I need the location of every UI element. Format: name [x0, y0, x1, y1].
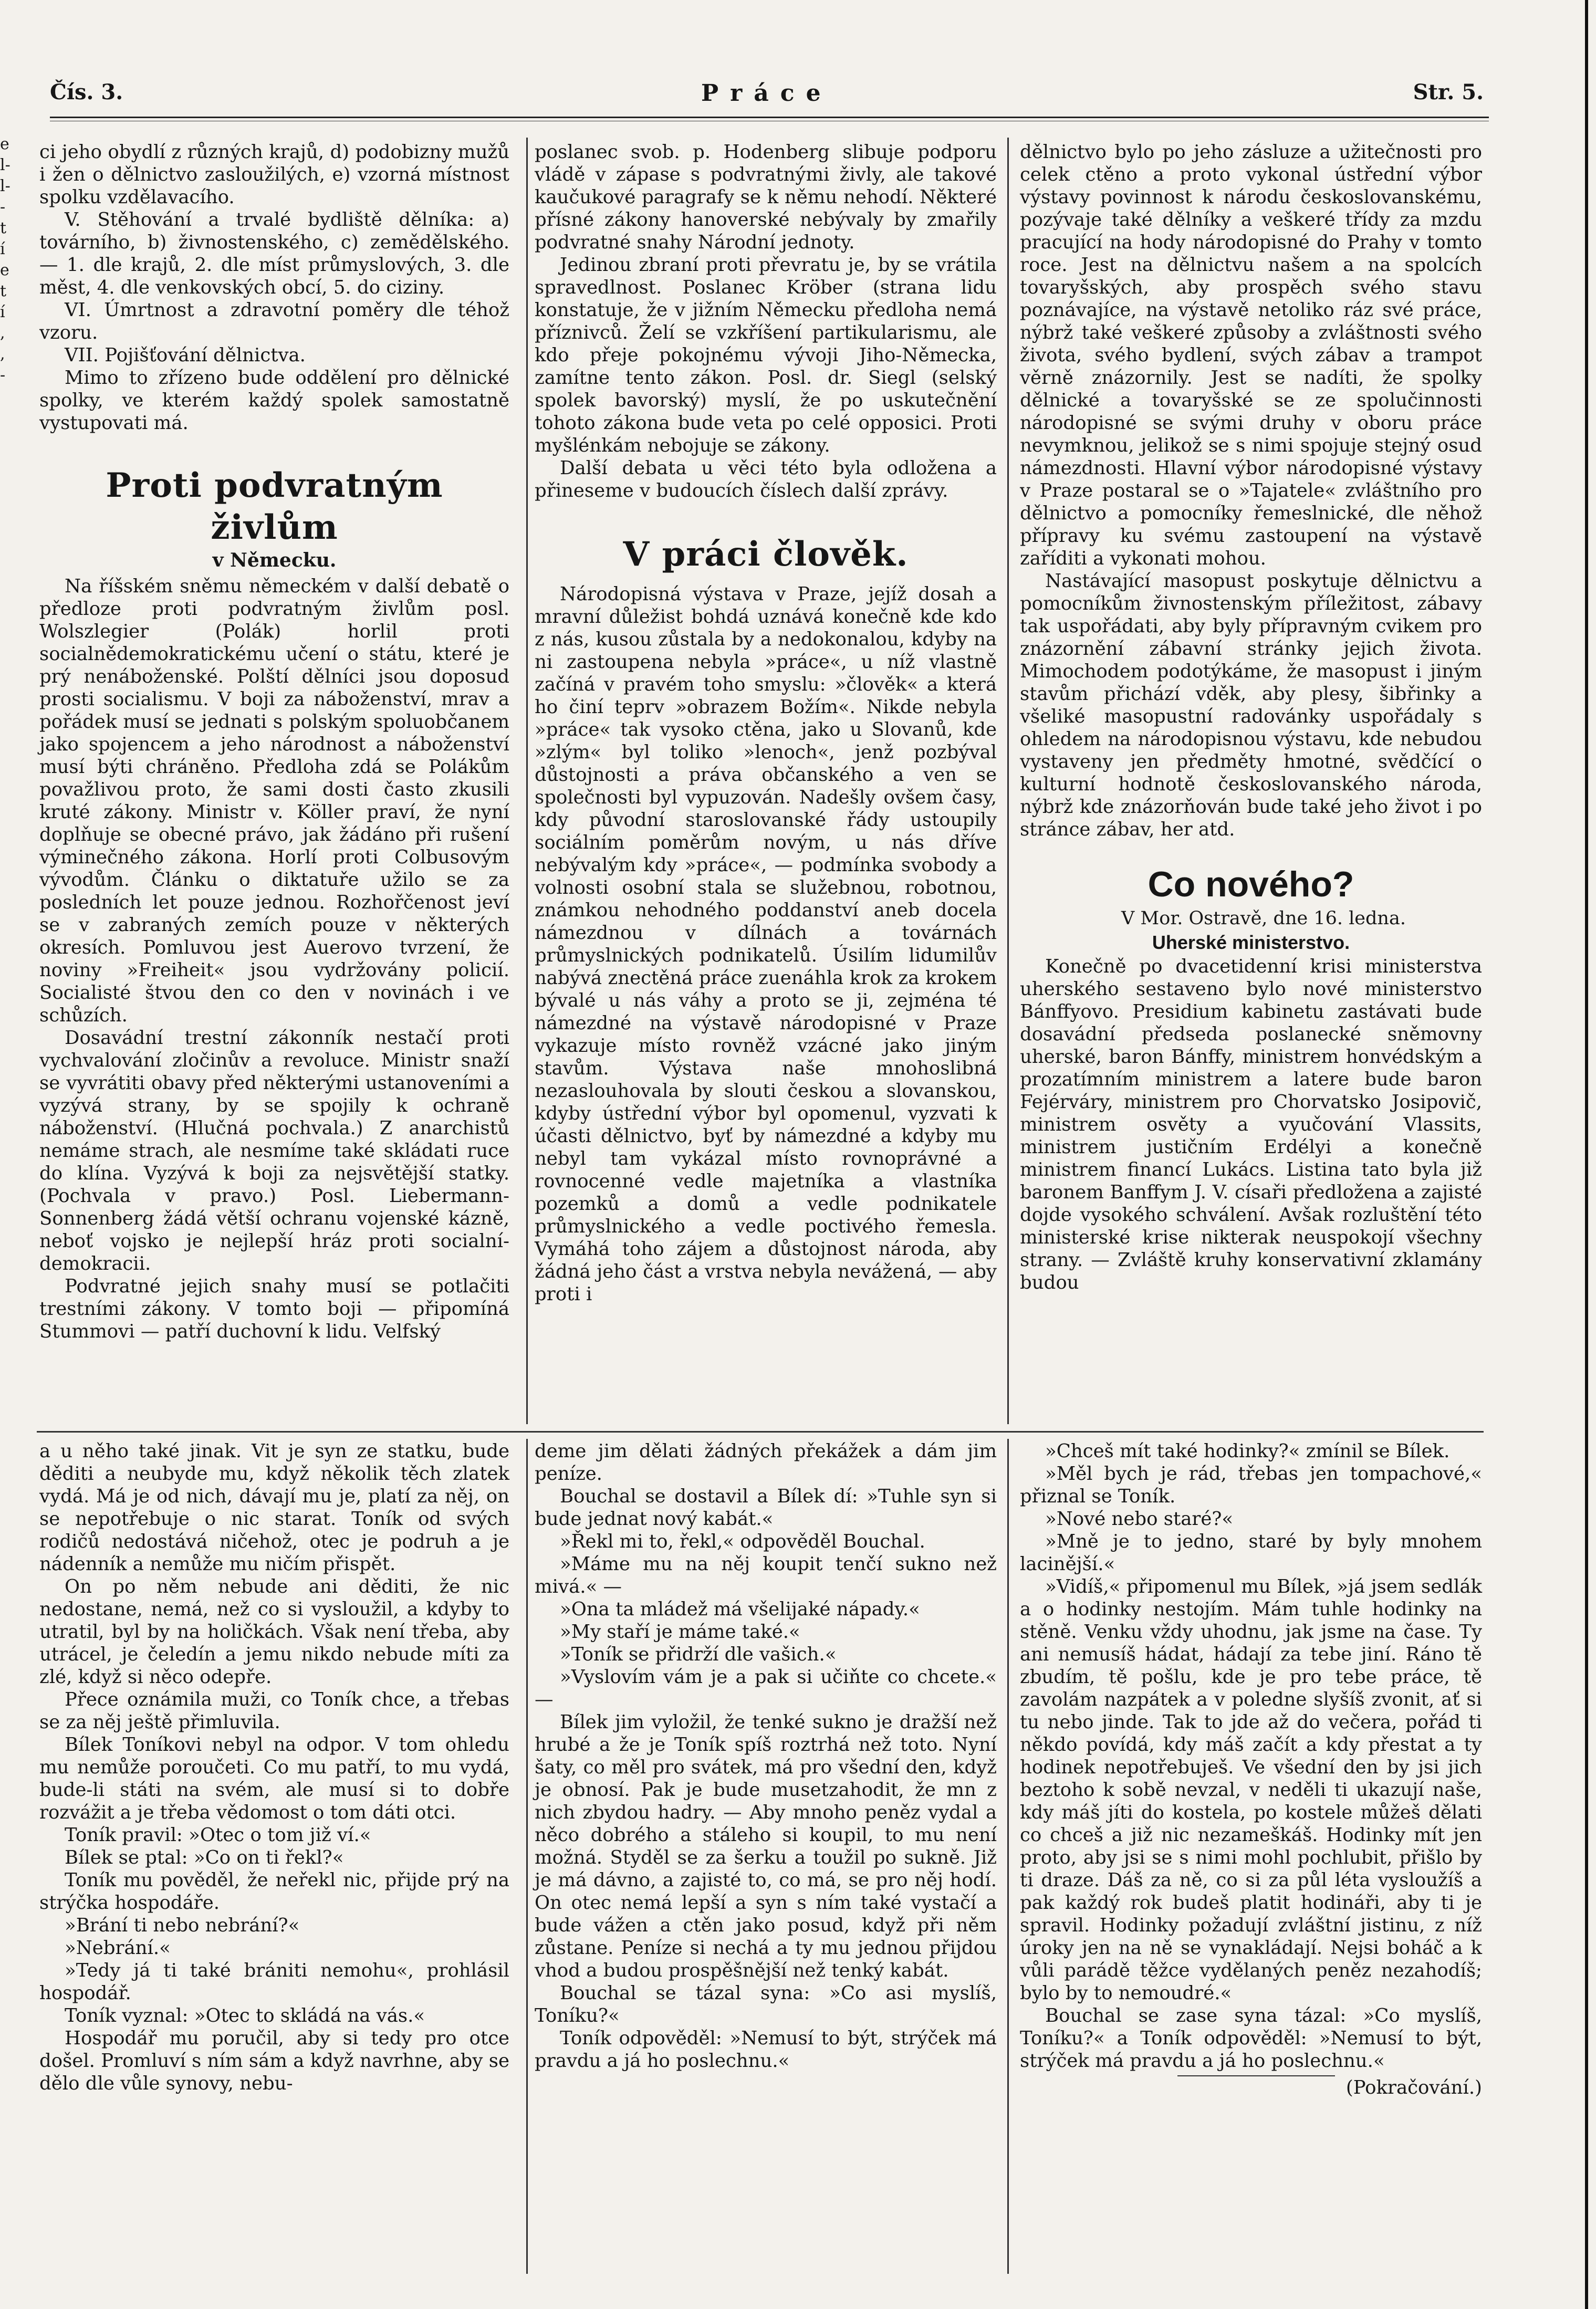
paragraph: Další debata u věci této byla odložena a přineseme v budoucích číslech další zprávy. [535, 457, 997, 501]
article-headline: Proti podvratným živlům [106, 466, 443, 547]
paragraph: »My staří je máme také.« [560, 1621, 800, 1643]
article-subheadline: v Německu. [212, 549, 337, 571]
paragraph: Mimo to zřízeno bude oddělení pro dělnické spolky, ve kterém každý spolek samostatně vystupovati má. [39, 367, 509, 434]
paragraph: »Chceš mít také hodinky?« zmínil se Bílek. [1045, 1440, 1450, 1462]
paragraph: »Měl bych je rád, třebas jen tompachové,« přiznal se Toník. [1020, 1463, 1482, 1507]
edge-fragment: l- [0, 177, 11, 195]
paragraph: »Ona ta mládež má všelijaké nápady.« [560, 1598, 920, 1620]
paragraph: ci jeho obydlí z různých krajů, d) podobizny mužů i žen o dělnictvo zasloužilých, e) vzorná místnost spolku vzdělavacího. [39, 141, 509, 208]
paragraph: Jedinou zbraní proti převratu je, by se vrátila spravedlnost. Poslanec Kröber (strana lidu konstatuje, že v jižním Německu předloha nemá příznivců. Želí se vzkříšení partikularismu, ale kdo přeje pokojnému vývoji Jiho-Německa, zamítne tento zákon. Posl. dr. Siegl (selský spolek bavorský) myslí, že po uskutečnění tohoto zákona bude veta po celé opposici. Proti myšlénkám nebojuje se zákony. [535, 254, 997, 456]
paragraph: »Vidíš,« připomenul mu Bílek, »já jsem sedlák a o hodinky nestojím. Mám tuhle hodinky na stěně. Venku vždy uhodnu, jak jsme na čase. Ty ani nemusíš hádat, hádají za tebe jiní. Ráno tě zbudím, tě pošlu, kde je pro tebe práce, tě zavolám nazpátek a v poledne slyšíš zvonit, ať si tu nebo jinde. Tak to jde až do večera, pořád ti někdo povídá, kdy máš začít a kdy přestat a ty hodinek nepotřebuješ. Ve všední den by jsi jich beztoho k sobě nevzal, v neděli ti ukazují naše, kdy máš jíti do kostela, po kostele můžeš dělati co chceš a již nic nezameškáš. Hodinky mít jen proto, aby jsi se s nimi mohl pochlubit, přišlo by ti draze. Dáš za ně, co si za půl léta vysloužíš a pak každý rok budeš platit hodináři, aby ti je spravil. Hodinky požadují zvláštní jistinu, z níž úroky jen na ně se vynakládají. Nejsi boháč a k vůli parádě těžce vydělaných peněz nezahodíš; bylo by to nemoudré.« [1020, 1576, 1482, 2004]
paragraph: V. Stěhování a trvalé bydliště dělníka: a) továrního, b) živnostenského, c) zemědělského. — 1. dle krajů, 2. dle míst průmyslových, 3. dle měst, 4. dle venkovských obcí, 5. do ciziny. [39, 209, 509, 298]
paragraph: a u něho také jinak. Vit je syn ze statku, bude děditi a neubyde mu, když několik těch zlatek vydá. Má je od nich, dávají mu je, platí za něj, on se nepotřebuje o nic starat. Toník od svých rodičů nedostává ničehož, otec je podruh a je nádenník a nemůže mu ničím přispět. [39, 1440, 509, 1575]
paragraph: »Mně je to jedno, staré by byly mnohem lacinější.« [1020, 1531, 1482, 1575]
paragraph: »Nové nebo staré?« [1045, 1508, 1234, 1530]
edge-fragment: e [0, 261, 9, 279]
section-divider [37, 1431, 1484, 1433]
paragraph: VI. Úmrtnost a zdravotní poměry dle téhož vzoru. [39, 299, 509, 343]
page-number: Str. 5. [1413, 80, 1484, 105]
story-column-3 [1020, 1440, 1482, 2099]
news-subheadline: Uherské ministerstvo. [1152, 932, 1350, 953]
issue-number: Čís. 3. [50, 80, 123, 105]
column-rule [526, 1439, 528, 2274]
dateline: V Mor. Ostravě, dne 16. ledna. [1121, 908, 1406, 929]
paragraph: Bouchal se zase syna tázal: »Co myslíš, Toníku?« a Toník odpověděl: »Nemusí to být, strýček má pravdu a já ho poslechnu.« [1020, 2005, 1482, 2072]
paragraph: Toník mu pověděl, že neřekl nic, přijde prý na strýčka hospodáře. [39, 1869, 509, 1914]
edge-fragment: , [0, 324, 5, 342]
paragraph: »Máme mu na něj koupit tenčí sukno než mivá.« — [535, 1553, 997, 1597]
article-headline: V práci člověk. [623, 535, 909, 574]
article-column-2 [535, 141, 997, 1305]
paragraph: On po něm nebude ani děditi, že nic nedostane, nemá, než co si vysloužil, a kdyby to utratil, byl by na holičkách. Však není třeba, aby utrácel, je čeledín a jemu nikdo nebude míti za zlé, když si něco odepře. [39, 1576, 509, 1688]
column-rule [526, 138, 528, 1424]
paragraph: Přece oznámila muži, co Toník chce, a třebas se za něj ještě přimluvila. [39, 1689, 509, 1733]
end-rule [1177, 2075, 1335, 2076]
paragraph: »Brání ti nebo nebrání?« [65, 1915, 300, 1936]
paragraph: Hospodář mu poručil, aby si tedy pro otce došel. Promluví s ním sám a když navrhne, aby se dělo dle vůle synovy, nebu- [39, 2028, 509, 2094]
newspaper-title: Práce [701, 80, 832, 107]
paragraph: Bílek Toníkovi nebyl na odpor. V tom ohledu mu nemůže poroučeti. Co mu patří, to mu vydá, bude-li státi na svém, ale musí si to dobře rozvážit a je třeba vědomost o tom dáti otci. [39, 1734, 509, 1823]
edge-fragment: - [0, 366, 6, 384]
edge-fragment: e [0, 135, 9, 153]
right-border-rule [1585, 0, 1588, 2309]
page-header [50, 80, 1484, 117]
paragraph: Bouchal se dostavil a Bílek dí: »Tuhle syn si bude jednat nový kabát.« [535, 1486, 997, 1530]
edge-fragment: l- [0, 156, 11, 174]
paragraph: »Tedy já ti také brániti nemohu«, prohlásil hospodář. [39, 1960, 509, 2004]
paragraph: Bouchal se tázal syna: »Co asi myslíš, Toníku?« [535, 1982, 997, 2026]
header-rule [50, 117, 1489, 118]
article-column-3 [1020, 141, 1482, 1294]
edge-fragment: í [0, 240, 5, 258]
section-headline: Co nového? [1148, 864, 1354, 904]
paragraph: Dosavádní trestní zákonník nestačí proti vychvalování zločinův a revoluce. Ministr snaží se vyvrátiti obavy před některými ustanoveními a vyzývá strany, by se spojily k ochraně náboženství. (Hlučná pochvala.) Z anarchistů nemáme strach, ale nesmíme také skládati ruce do klína. Vyzývá k boji za nejsvětější statky. (Pochvala v pravo.) Posl. Liebermann-Sonnenberg žádá větší ochranu vojenské kázně, neboť vojsko je nejlepší hráz proti socialní-demokracii. [39, 1027, 509, 1274]
paragraph: »Nebrání.« [65, 1937, 171, 1959]
edge-fragment: t [0, 219, 7, 237]
paragraph: Bílek jim vyložil, že tenké sukno je dražší než hrubé a že je Toník spíš roztrhá než toto. Nyní šaty, co měl pro svátek, má pro všední den, když je obnosí. Pak je bude musetzahodit, že mn z nich zbydou hadry. — Aby mnoho peněz vydal a něco dobrého a stáleho si koupil, to mu není možná. Styděl se za šerku a toužil po sukně. Již je má dávno, a zajisté to, co má, se pro něj hodí. On otec nemá lepší a syn s ním také vystačí a bude vážen a ctěn jako posud, když při něm zůstane. Peníze si nechá a ty mu jednou přijdou vhod a budou prospěšnější než tenký kabát. [535, 1711, 997, 1981]
continued-note: (Pokračování.) [1345, 2077, 1482, 2098]
paragraph: deme jim dělati žádných překážek a dám jim peníze. [535, 1440, 997, 1485]
paragraph: »Řekl mi to, řekl,« odpověděl Bouchal. [560, 1531, 925, 1552]
paragraph: Národopisná výstava v Praze, jejíž dosah a mravní důležist bohdá uznává konečně kde kdo z nás, kusou zůstala by a nedokonalou, kdyby na ni zastoupena nebyla »práce«, u níž vlastně začíná v pravém toho smyslu: »člověk« a která ho činí teprv »obrazem Božím«. Nikde nebyla »práce« tak vysoko ctěna, jako u Slovanů, kde »zlým« byl toliko »lenoch«, jenž pozbýval důstojnosti a práva občanského a ven se společnosti byl vypuzován. Nadešly ovšem časy, kdy původní staroslovanské řády ustoupily sociálním poměrům novým, u nás dříve nebývalým kdy »práce«, — podmínka svobody a volnosti osobní stala se služebnou, robotnou, známkou nehodného poddanství aneb docela námezdnou v dílnách a továrnách průmyslnických podnikatelů. Úsilím lidumilův nabývá znectěná práce zuenáhla krok za krokem bývalé u nás váhy a proto se ji, zejména té námezdné na výstavě národopisné v Praze vykazuje místo rovněž vzácné jako jiným stavům. Výstava naše mnohoslibná nezaslouhovala by slouti českou a slovanskou, kdyby ústřední výbor byl opomenul, vyzvati k účasti dělnictvo, byť by námezdné a kdyby mu nebyl tam vykázal místo rovnoprávné a rovnocenné vedle majetníka a vlastníka pozemků a domů a vedle podnikatele průmyslnického a vedle poctivého řemesla. Vymáhá toho zájem a důstojnost národa, aby žádná jeho část a vrstva nebyla nevážená, — aby proti i [535, 583, 997, 1305]
paragraph: »Toník se přidrží dle vašich.« [560, 1644, 837, 1665]
paragraph: Toník vyznal: »Otec to skládá na vás.« [65, 2005, 425, 2026]
paragraph: VII. Pojišťování dělnictva. [65, 344, 306, 366]
paragraph: Toník odpověděl: »Nemusí to být, strýček má pravdu a já ho poslechnu.« [535, 2028, 997, 2072]
story-column-2 [535, 1440, 997, 2072]
article-column-1 [39, 141, 509, 1343]
paragraph: poslanec svob. p. Hodenberg slibuje podporu vládě v zápase s podvratnými živly, ale takové kaučukové paragrafy se k němu nehodí. Některé přísné zákony hanoverské nebývaly by zmařily podvratné snahy Národní jednoty. [535, 141, 997, 253]
paragraph: »Vyslovím vám je a pak si učiňte co chcete.« — [535, 1666, 997, 1710]
paragraph: Toník pravil: »Otec o tom již ví.« [65, 1824, 371, 1846]
paragraph: dělnictvo bylo po jeho zásluze a užitečnosti pro celek ctěno a proto vykonal ústřední výbor výstavy povinnost k národu českoslovanskému, pozývaje také dělníky a veškeré třídy za mzdu pracující na hody národopisné do Prahy v tomto roce. Jest na dělnictvu našem a na spolcích tovaryšských, aby prospěch svého stavu poznávajíce, na výstavě netoliko ráz své práce, nýbrž také veškeré způsoby a zvláštnosti svého života, svého bydlení, svých zábav a trampot věrně znázornily. Jest se nadíti, že spolky dělnické a tovaryšské se ze spolučinnosti národopisné se svými druhy v oboru práce nevymknou, jelikož se s nimi spojuje stejný osud námezdnosti. Hlavní výbor národopisné výstavy v Praze postaral se o »Tajatele« zvláštního pro dělnictvo a pomocníky řemeslnické, dle něhož přípravy ku svému zastoupení na výstavě zaříditi a vykonati mohou. [1020, 141, 1482, 569]
paragraph: Bílek se ptal: »Co on ti řekl?« [65, 1847, 344, 1868]
left-edge-fragments [0, 134, 15, 659]
paragraph: Na říšském sněmu německém v další debatě o předloze proti podvratným živlům posl. Wolszlegier (Polák) horlil proti socialnědemokratickému učení o státu, které je prý nenáboženské. Polští dělníci jsou doposud prosti socialismu. V boji za náboženství, mrav a pořádek musí se jednati s polským spoluobčanem jako spojencem a jeho národnost a náboženství musí býti chráněno. Předloha zdá se Polákům považlivou proto, že sami dosti často zkusili kruté zákony. Ministr v. Köller praví, že nyní doplňuje se obecné právo, jak žádáno při rušení výminečného zákona. Horlí proti Colbusovým vývodům. Článku o diktatuře užilo se za posledních let pouze jednou. Rozhořčenost jeví se v zabraných zemích pouze v některých okresích. Pomluvou jest Auerovo tvrzení, že noviny »Freiheit« jsou vydržovány policií. Socialisté štvou den co den v novinách i ve schůzích. [39, 576, 509, 1026]
edge-fragment: - [0, 198, 6, 216]
edge-fragment: , [0, 345, 5, 363]
edge-fragment: í [0, 303, 5, 321]
paragraph: Podvratné jejich snahy musí se potlačiti trestními zákony. V tomto boji — připomíná Stummovi — patří duchovní k lidu. Velfský [39, 1276, 509, 1342]
paragraph: Nastávající masopust poskytuje dělnictvu a pomocníkům živnostenským příležitost, zábavy tak uspořádati, aby byly přípravným cvikem pro znázornění zábavní stránky jejich života. Mimochodem podotýkáme, že masopust i jiným stavům přichází vděk, aby plesy, šibřinky a všeliké masopustní radovánky uspořádaly s ohledem na národopisnou výstavu, kde nebudou vystaveny jen předměty hmotné, svědčící o kulturní hodnotě českoslovanského národa, nýbrž kde znázorňován bude také jeho život i po stránce zábav, her atd. [1020, 570, 1482, 840]
column-rule [1007, 1439, 1009, 2274]
column-rule [1007, 138, 1009, 1424]
edge-fragment: t [0, 282, 7, 300]
paragraph: Konečně po dvacetidenní krisi ministerstva uherského sestaveno bylo nové ministerstvo Bánffyovo. Presidium kabinetu zastávati bude dosavádní předseda poslanecké sněmovny uherské, baron Bánffy, ministrem honvédským a prozatímním ministrem a latere bude baron Fejérváry, ministrem pro Chorvatsko Josipovič, ministrem osvěty a vyučování Vlassits, ministrem justičním Erdélyi a konečně ministrem financí Lukács. Listina tato byla již baronem Banffym J. V. císaři předložena a zajisté dojde vysokého schválení. Avšak rozluštění této ministerské krise nikterak neuspokojí všechny strany. — Zvláště kruhy konservativní zklamány budou [1020, 956, 1482, 1293]
story-column-1 [39, 1440, 509, 2095]
